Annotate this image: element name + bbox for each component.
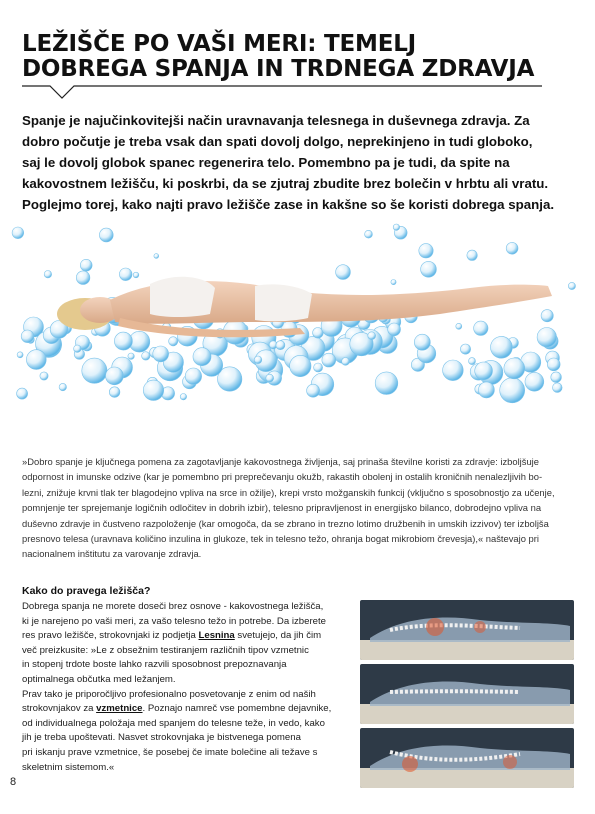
bubble (467, 250, 477, 260)
body-text-fragment: svetujejo, da jih čim (234, 630, 322, 642)
bubble (506, 242, 518, 254)
body-line: jih je treba upoštevati. Nasvet strokovnjaka je bistvenega pomena (22, 732, 301, 744)
quote-line: pomnjenje ter sprejemanje logičnih odločitev in dobrih izbir), telesno pripravljenost in energijsko bilanco, dobrodejno vpliva na (22, 502, 542, 514)
lead-line: Poglejmo torej, kako najti pravo ležišče zase in kakšne so še koristi dobrega spanja. (22, 197, 555, 212)
title-line: DOBREGA SPANJA IN TRDNEGA ZDRAVJA (22, 56, 535, 82)
bubble (17, 352, 23, 358)
article-title (22, 32, 562, 82)
bubble (388, 323, 401, 336)
bubble (114, 332, 132, 350)
hero-image (0, 222, 595, 447)
page-number: 8 (10, 776, 17, 788)
bubble (119, 268, 132, 281)
bubble (414, 334, 430, 350)
bubble (336, 265, 351, 280)
bubble (180, 394, 186, 400)
quote-paragraph (22, 454, 577, 562)
bubble (185, 368, 201, 384)
section-body (22, 600, 352, 775)
bubble (44, 271, 51, 278)
body-line: Dobrega spanja ne morete doseči brez osnove - kakovostnega ležišča, (22, 601, 324, 612)
bubble (80, 259, 92, 271)
bubble (82, 358, 107, 383)
bubble (541, 310, 553, 322)
lead-line: Spanje je najučinkovitejši način uravnavanja telesnega in duševnega zdravja. Za (22, 113, 530, 128)
bubble (419, 244, 433, 258)
bubble (276, 341, 285, 350)
lead-line: dobro počutje je treba vsak dan spati dovolj dolgo, neprekinjeno in tudi globoko, (22, 134, 533, 149)
quote-line: duševno zdravje in čustveno razpoloženje (kar omogoča, da se zbrano in trezno lotimo družbenih in umskih izzivov) ter izboljša (22, 517, 549, 529)
bubble (193, 348, 211, 366)
bubble (109, 387, 120, 398)
title-line: LEŽIŠČE PO VAŠI MERI: TEMELJ (22, 31, 417, 57)
body-line (22, 702, 352, 717)
body-line: Prav tako je priporočljivo profesionalno posvetovanje z enim od naših (22, 688, 316, 700)
bubble (266, 374, 274, 382)
bubble (475, 362, 493, 380)
bubble (17, 388, 28, 399)
mattress-image-3 (360, 728, 574, 788)
bubble (133, 272, 139, 278)
bubble (504, 358, 525, 379)
bubble (478, 382, 494, 398)
body-line: pri iskanju prave vzmetnice, še posebej če imate bolečine ali težave s (22, 746, 318, 758)
quote-line: odpornost in imunske odzive (kar je pomembno pri preprečevanju okužb, rakastih obolenj in ostalih kroničnih nenalezljivih bo- (22, 471, 543, 483)
bubble (368, 332, 376, 340)
bubble (500, 378, 525, 403)
bubble (391, 280, 396, 285)
bubble (375, 372, 398, 395)
quote-line: lezni, znižuje krvni tlak ter blagodejno vpliva na srce in ožilje), krepi vrsto možganskih funkcij (vključno s sposobnostjo za učenje, (22, 486, 555, 498)
body-line: optimalnega občutka med ležanjem. (22, 673, 176, 685)
quote-line: »Dobro spanje je ključnega pomena za zagotavljanje kakovostnega življenja, saj prinaša številne koristi za zdravje: izboljšuje (22, 456, 539, 467)
bubble (469, 358, 476, 365)
lead-line: saj le dovolj globok spanec regenerira telo. Pomembno pa je tudi, da spite na (22, 155, 510, 170)
bubble (547, 358, 560, 371)
bubble (21, 330, 34, 343)
bubble (169, 337, 178, 346)
bubble (153, 346, 169, 362)
bubble (460, 344, 470, 354)
quote-line: nacionalnem inštitutu za varovanje zdravja. (22, 548, 202, 560)
bubble (553, 383, 563, 393)
bubble (12, 227, 24, 239)
bubble (59, 383, 66, 390)
lead-paragraph (22, 110, 570, 215)
body-line: več preizkusite: »Le z obsežnim testiranjem različnih tipov vzmetnic (22, 644, 309, 656)
title-underline (22, 84, 542, 104)
bubble (40, 372, 48, 380)
bubble (525, 372, 544, 391)
body-line (22, 629, 352, 644)
bubble (26, 350, 46, 370)
bubble (106, 367, 124, 385)
bubble (99, 228, 113, 242)
bubble (143, 380, 163, 400)
bubble (443, 360, 464, 381)
lead-line: kakovostnem ležišču, ki poskrbi, da se zjutraj zbudite brez bolečin v hrbtu ali vratu. (22, 176, 549, 191)
bubble (491, 336, 513, 358)
bubble (474, 321, 488, 335)
body-text-fragment: strokovnjakov za (22, 703, 97, 715)
bubble (307, 384, 320, 397)
bubble (393, 224, 399, 230)
lesnina-link[interactable]: Lesnina (198, 630, 235, 642)
body-text-fragment: res pravo ležišče, strokovnjaki iz podjetja (22, 630, 199, 642)
section-heading: Kako do pravega ležišča? (22, 585, 151, 597)
body-line: ki je narejeno po vaši meri, za vašo telesno težo in potrebe. Da izberete (22, 615, 326, 627)
bubble (551, 372, 562, 383)
bubble (421, 261, 437, 277)
body-text-fragment: . Poznajo namreč vse pomembne dejavnike, (142, 703, 332, 715)
body-line: skeletnim sistemom.« (22, 761, 115, 773)
bubble (76, 271, 90, 285)
body-line: od individualnega položaja med spanjem do telesne teže, in vedo, kako (22, 717, 325, 729)
bubble (322, 353, 336, 367)
mattress-image-2 (360, 664, 574, 724)
bubble (314, 363, 323, 372)
body-line: in stopenj trdote boste lahko razvili sposobnost prepoznavanja (22, 659, 287, 671)
bubble (365, 230, 373, 238)
bubble (456, 323, 462, 329)
bubble (74, 345, 81, 352)
bubble (154, 254, 159, 259)
vzmetnice-link[interactable]: vzmetnice (96, 703, 143, 715)
bubble (290, 355, 311, 376)
bubble (342, 358, 350, 366)
bubble (537, 328, 556, 347)
bubble (142, 352, 150, 360)
bubble (568, 282, 575, 289)
bubble (254, 356, 262, 364)
mattress-image-1 (360, 600, 574, 660)
quote-line: presnovo telesa (uravnava količino inzulina in glukoze, tek in telesno težo, ohranja bogat mikrobiom črevesja),« naštevajo pri (22, 533, 539, 545)
bubble (128, 353, 134, 359)
